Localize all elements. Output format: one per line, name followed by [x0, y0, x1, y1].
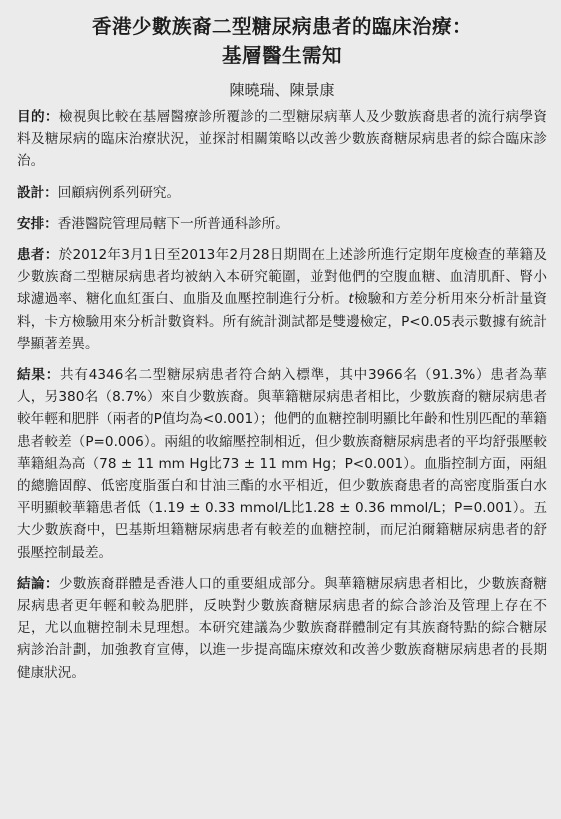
section-label: 結論： [17, 575, 59, 592]
section-text: 檢視與比較在基層醫療診所覆診的二型糖尿病華人及少數族裔患者的流行病學資料及糖尿病的臨床治療狀況，並探討相關策略以改善少數族裔糖尿病患者的綜合臨床診治。 [17, 109, 548, 170]
section-design [17, 182, 547, 204]
section-objective [17, 106, 547, 173]
section-text: 回顧病例系列研究。 [57, 184, 181, 201]
section-results [17, 364, 547, 564]
article-title [17, 12, 547, 70]
section-text: 香港醫院管理局轄下一所普通科診所。 [57, 215, 289, 232]
section-setting [17, 213, 547, 235]
section-text: 檢驗和方差分析用來分析計量資料，卡方檢驗用來分析計數資料。所有統計測試都是雙邊檢定，P<0.05表示數據有統計學顯著差異。 [17, 291, 548, 352]
section-label: 安排： [17, 215, 58, 232]
section-label: 目的： [17, 109, 59, 125]
section-label: 患者： [17, 247, 59, 264]
section-patients [17, 244, 547, 355]
section-text: 於2012年3月1日至2013年2月28日期間在上述診所進行定期年度檢查的華籍及少數族裔二型糖尿病患者均被納入本研究範圍，並對他們的空腹血糖、血清肌酐、腎小球濾過率、糖化血紅蛋白、血脂及血壓控制進行分析。 [17, 247, 548, 308]
title-line-2: 基層醫生需知 [221, 44, 342, 67]
section-label: 設計： [17, 184, 58, 201]
section-text-italic: t [348, 291, 354, 308]
section-conclusion [17, 573, 547, 684]
section-label: 結果： [17, 367, 61, 384]
title-line-1: 香港少數族裔二型糖尿病患者的臨床治療： [91, 15, 472, 38]
section-text: 少數族裔群體是香港人口的重要組成部分。與華籍糖尿病患者相比，少數族裔糖尿病患者更年輕和較為肥胖，反映對少數族裔糖尿病患者的綜合診治及管理上存在不足，尤以血糖控制未見理想。本研究建議為少數族裔群體制定有其族裔特點的綜合糖尿病診治計劃，加強教育宣傳，以進一步提高臨床療效和改善少數族裔糖尿病患者的長期健康狀況。 [17, 575, 548, 681]
author-list: 陳曉瑞、陳景康 [229, 81, 335, 99]
section-text: 共有4346名二型糖尿病患者符合納入標準，其中3966名（91.3%）患者為華人，另380名（8.7%）來自少數族裔。與華籍糖尿病患者相比，少數族裔的糖尿病患者較年輕和肥胖（兩者的P值均為<0.001）；他們的血糖控制明顯比年齡和性別匹配的華籍患者較差（P=0.006）。兩組的收縮壓控制相近，但少數族裔糖尿病患者的平均舒張壓較華籍組為高（78 ± 11 mm Hg比73 ± 11 mm Hg；P<0.001）。血脂控制方面，兩組的總膽固醇、低密度脂蛋白和甘油三酯的水平相近，但少數族裔患者的高密度脂蛋白水平明顯較華籍患者低（1.19 ± 0.33 mmol/L比1.28 ± 0.36 mmol/L；P=0.001）。五大少數族裔中，巴基斯坦籍糖尿病患者有較差的血糖控制，而尼泊爾籍糖尿病患者的舒張壓控制最差。 [17, 367, 547, 561]
